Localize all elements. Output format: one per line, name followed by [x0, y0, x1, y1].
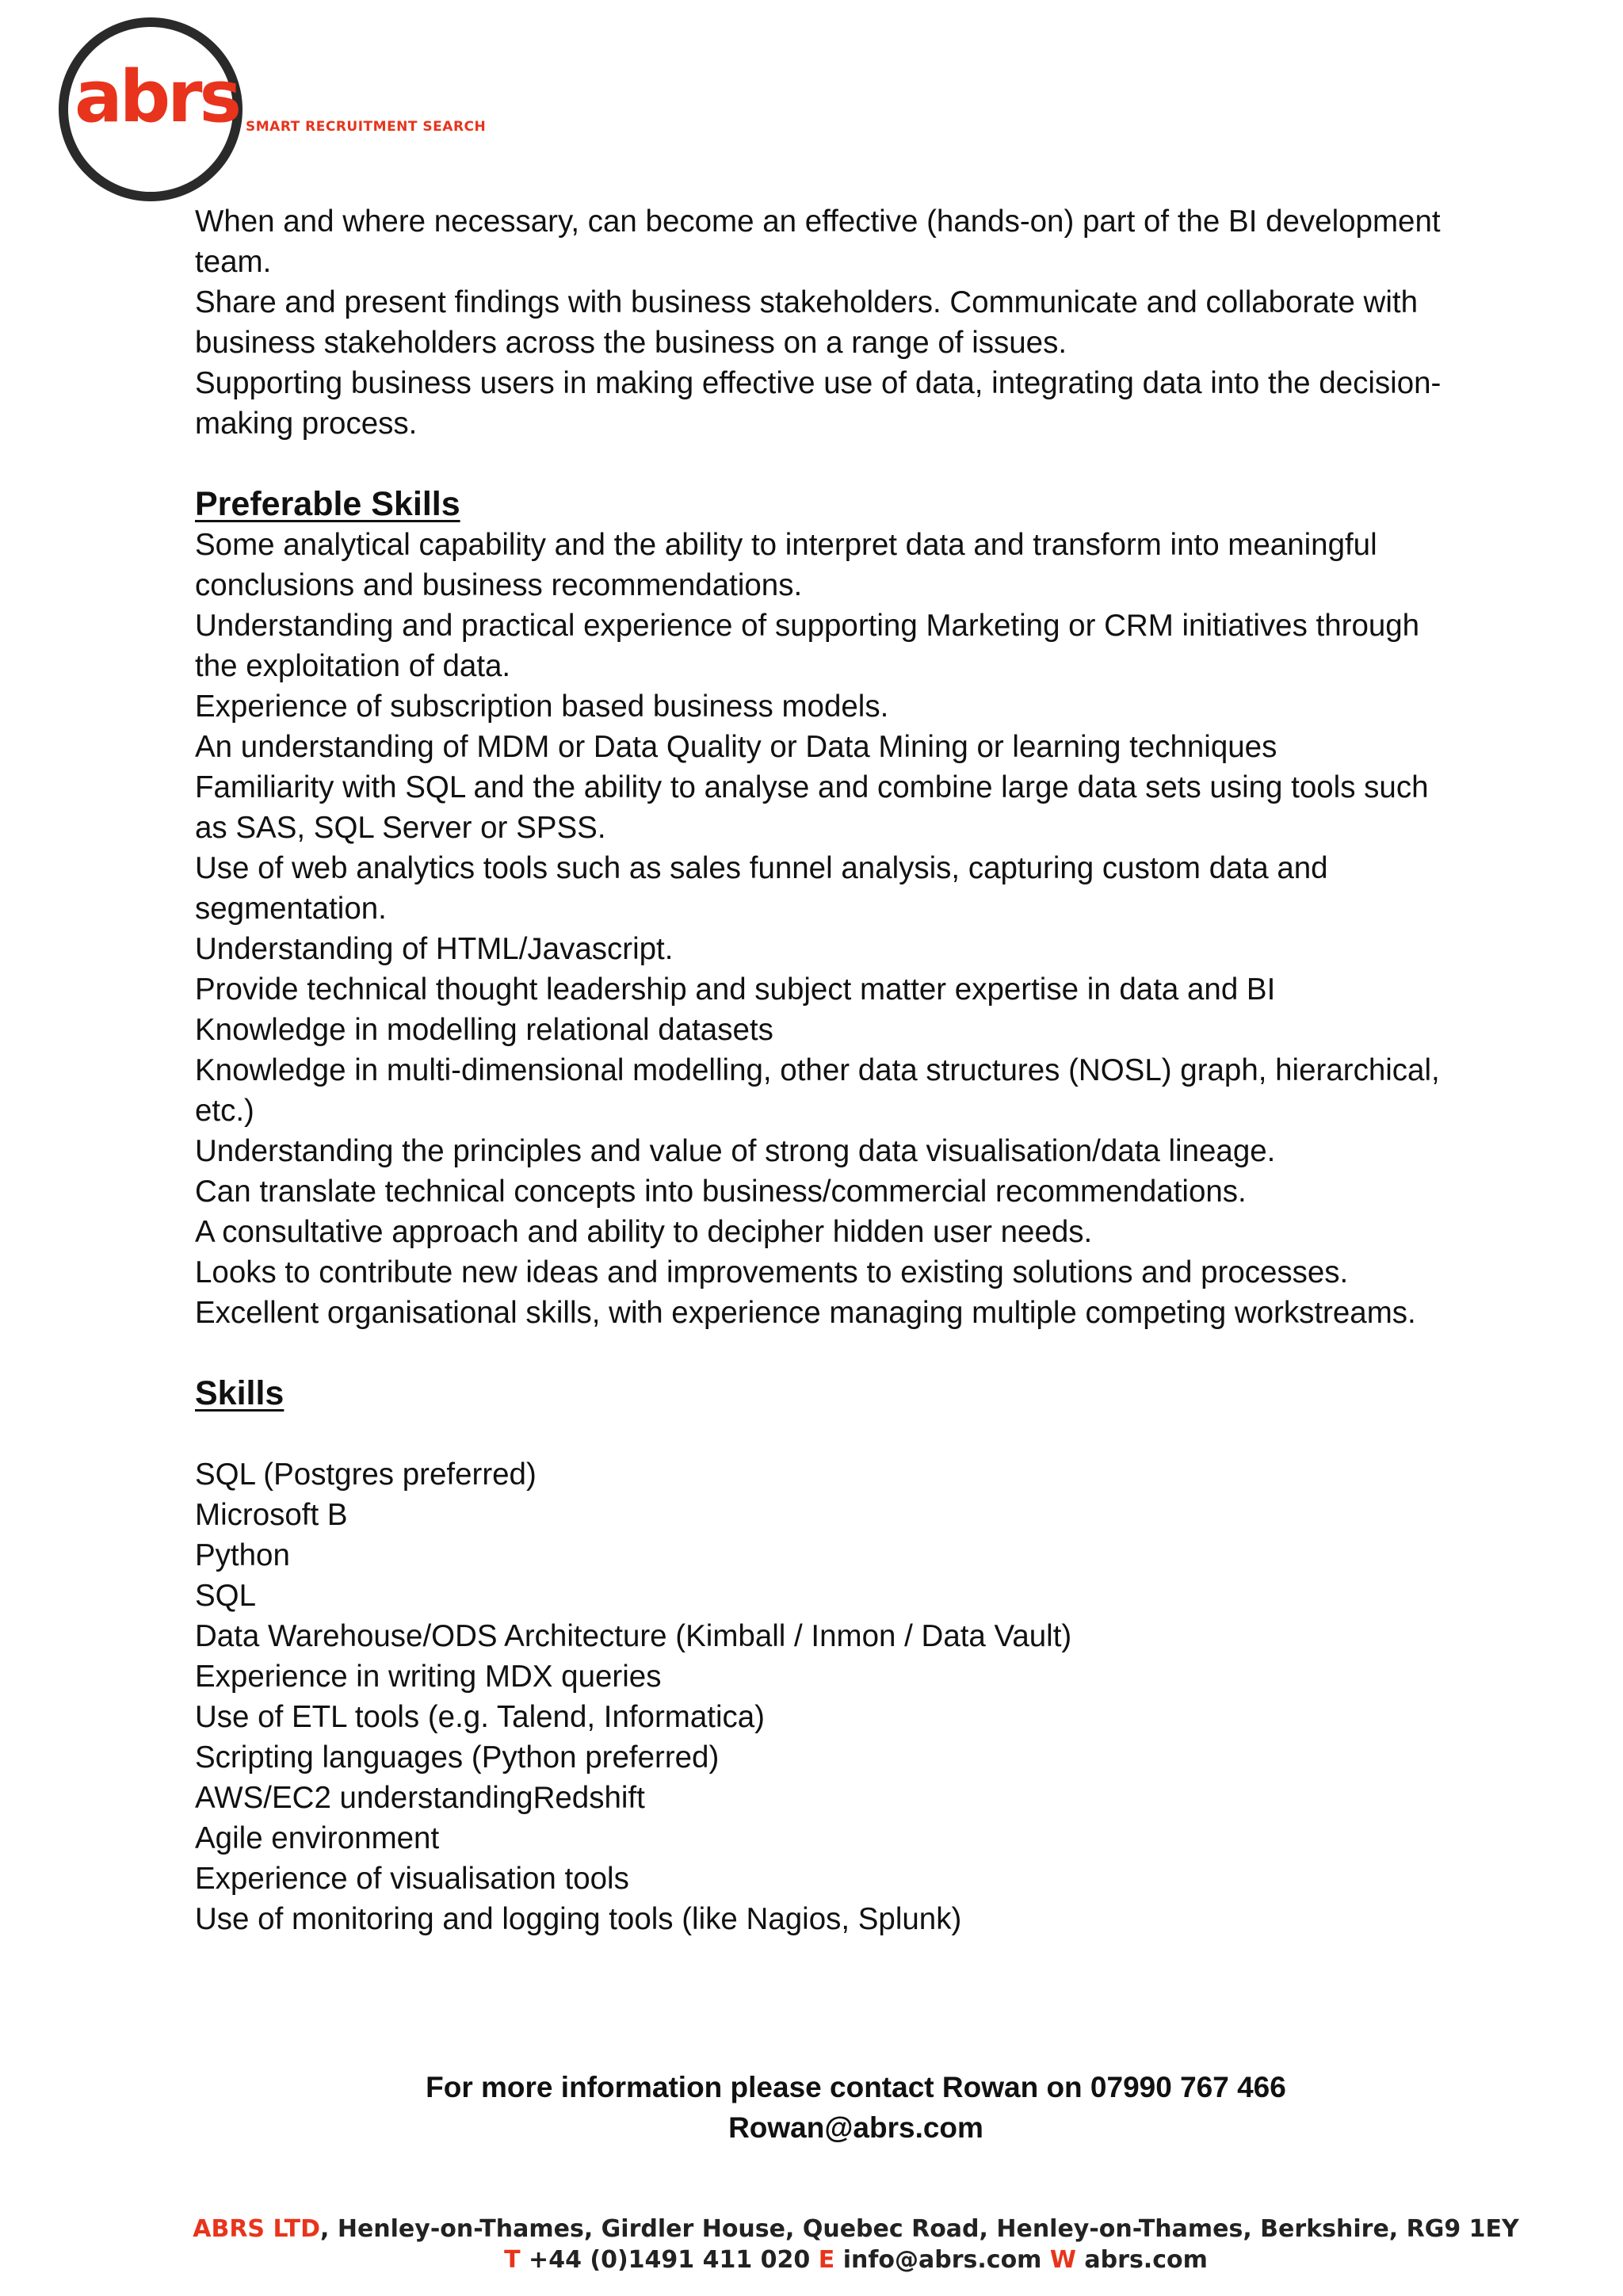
list-item: An understanding of MDM or Data Quality or Data Mining or learning techniques [195, 730, 1277, 764]
page-footer [0, 2214, 1623, 2275]
footer-phone-label: T [504, 2246, 521, 2274]
list-item: Knowledge in multi-dimensional modelling, other data structures (NOSL) graph, hierarchical, etc.) [195, 1053, 1440, 1128]
list-item: Understanding and practical experience of supporting Marketing or CRM initiatives through the exploitation of data. [195, 609, 1420, 683]
list-item: Can translate technical concepts into business/commercial recommendations. [195, 1175, 1247, 1209]
intro-line: Share and present findings with business stakeholders. Communicate and collaborate with business stakeholders across the business on a range of issues. [195, 285, 1419, 360]
footer-contact-line [0, 2244, 1623, 2275]
footer-email-label: E [818, 2246, 835, 2274]
footer-phone: +44 (0)1491 411 020 [520, 2246, 819, 2274]
document-body [195, 201, 1463, 1939]
list-item: Agile environment [195, 1821, 440, 1855]
list-item: Understanding of HTML/Javascript. [195, 932, 674, 966]
intro-line: Supporting business users in making effective use of data, integrating data into the decision-making process. [195, 366, 1442, 441]
footer-company: ABRS LTD [193, 2215, 320, 2243]
preferable-skills-heading: Preferable Skills [195, 485, 460, 523]
list-item: Excellent organisational skills, with experience managing multiple competing workstreams. [195, 1296, 1416, 1330]
skills-section [195, 1373, 1463, 1939]
list-item: Understanding the principles and value of strong data visualisation/data lineage. [195, 1134, 1276, 1168]
footer-web-label: W [1049, 2246, 1076, 2274]
footer-email[interactable]: info@abrs.com [834, 2246, 1050, 2274]
footer-address: , Henley-on-Thames, Girdler House, Quebec Road, Henley-on-Thames, Berkshire, RG9 1EY [320, 2215, 1519, 2243]
contact-block [0, 2067, 1623, 2148]
list-item: A consultative approach and ability to decipher hidden user needs. [195, 1215, 1093, 1249]
list-item: Experience of subscription based business models. [195, 690, 889, 724]
intro-line: When and where necessary, can become an effective (hands-on) part of the BI development team. [195, 204, 1441, 279]
footer-address-line [0, 2214, 1623, 2244]
abrs-logo [59, 17, 502, 204]
list-item: Experience of visualisation tools [195, 1862, 629, 1896]
contact-email[interactable]: Rowan@abrs.com [728, 2111, 983, 2144]
list-item: AWS/EC2 understandingRedshift [195, 1781, 645, 1815]
list-item: Experience in writing MDX queries [195, 1660, 662, 1694]
intro-section [195, 201, 1463, 444]
list-item: Some analytical capability and the ability to interpret data and transform into meaningful conclusions and business recommendations. [195, 528, 1377, 602]
list-item: Microsoft B [195, 1498, 348, 1532]
list-item: Use of web analytics tools such as sales funnel analysis, capturing custom data and segmentation. [195, 851, 1328, 926]
logo-wordmark: abrs [74, 55, 239, 139]
contact-phone-line: For more information please contact Rowan on 07990 767 466 [426, 2071, 1286, 2103]
footer-web[interactable]: abrs.com [1075, 2246, 1208, 2274]
list-item: SQL [195, 1579, 257, 1613]
list-item: Scripting languages (Python preferred) [195, 1740, 720, 1775]
logo-tagline: SMART RECRUITMENT SEARCH [246, 119, 487, 135]
list-item: Use of monitoring and logging tools (like Nagios, Splunk) [195, 1902, 962, 1936]
list-item: Data Warehouse/ODS Architecture (Kimball / Inmon / Data Vault) [195, 1619, 1072, 1653]
list-item: Use of ETL tools (e.g. Talend, Informatica) [195, 1700, 765, 1734]
skills-heading: Skills [195, 1374, 285, 1412]
list-item: Provide technical thought leadership and subject matter expertise in data and BI [195, 972, 1276, 1007]
list-item: Knowledge in modelling relational datasets [195, 1013, 773, 1047]
list-item: Python [195, 1538, 290, 1572]
list-item: Familiarity with SQL and the ability to analyse and combine large data sets using tools such as SAS, SQL Server or SPSS. [195, 770, 1429, 845]
list-item: Looks to contribute new ideas and improvements to existing solutions and processes. [195, 1255, 1349, 1289]
list-item: SQL (Postgres preferred) [195, 1457, 537, 1492]
preferable-skills-section [195, 484, 1463, 1333]
